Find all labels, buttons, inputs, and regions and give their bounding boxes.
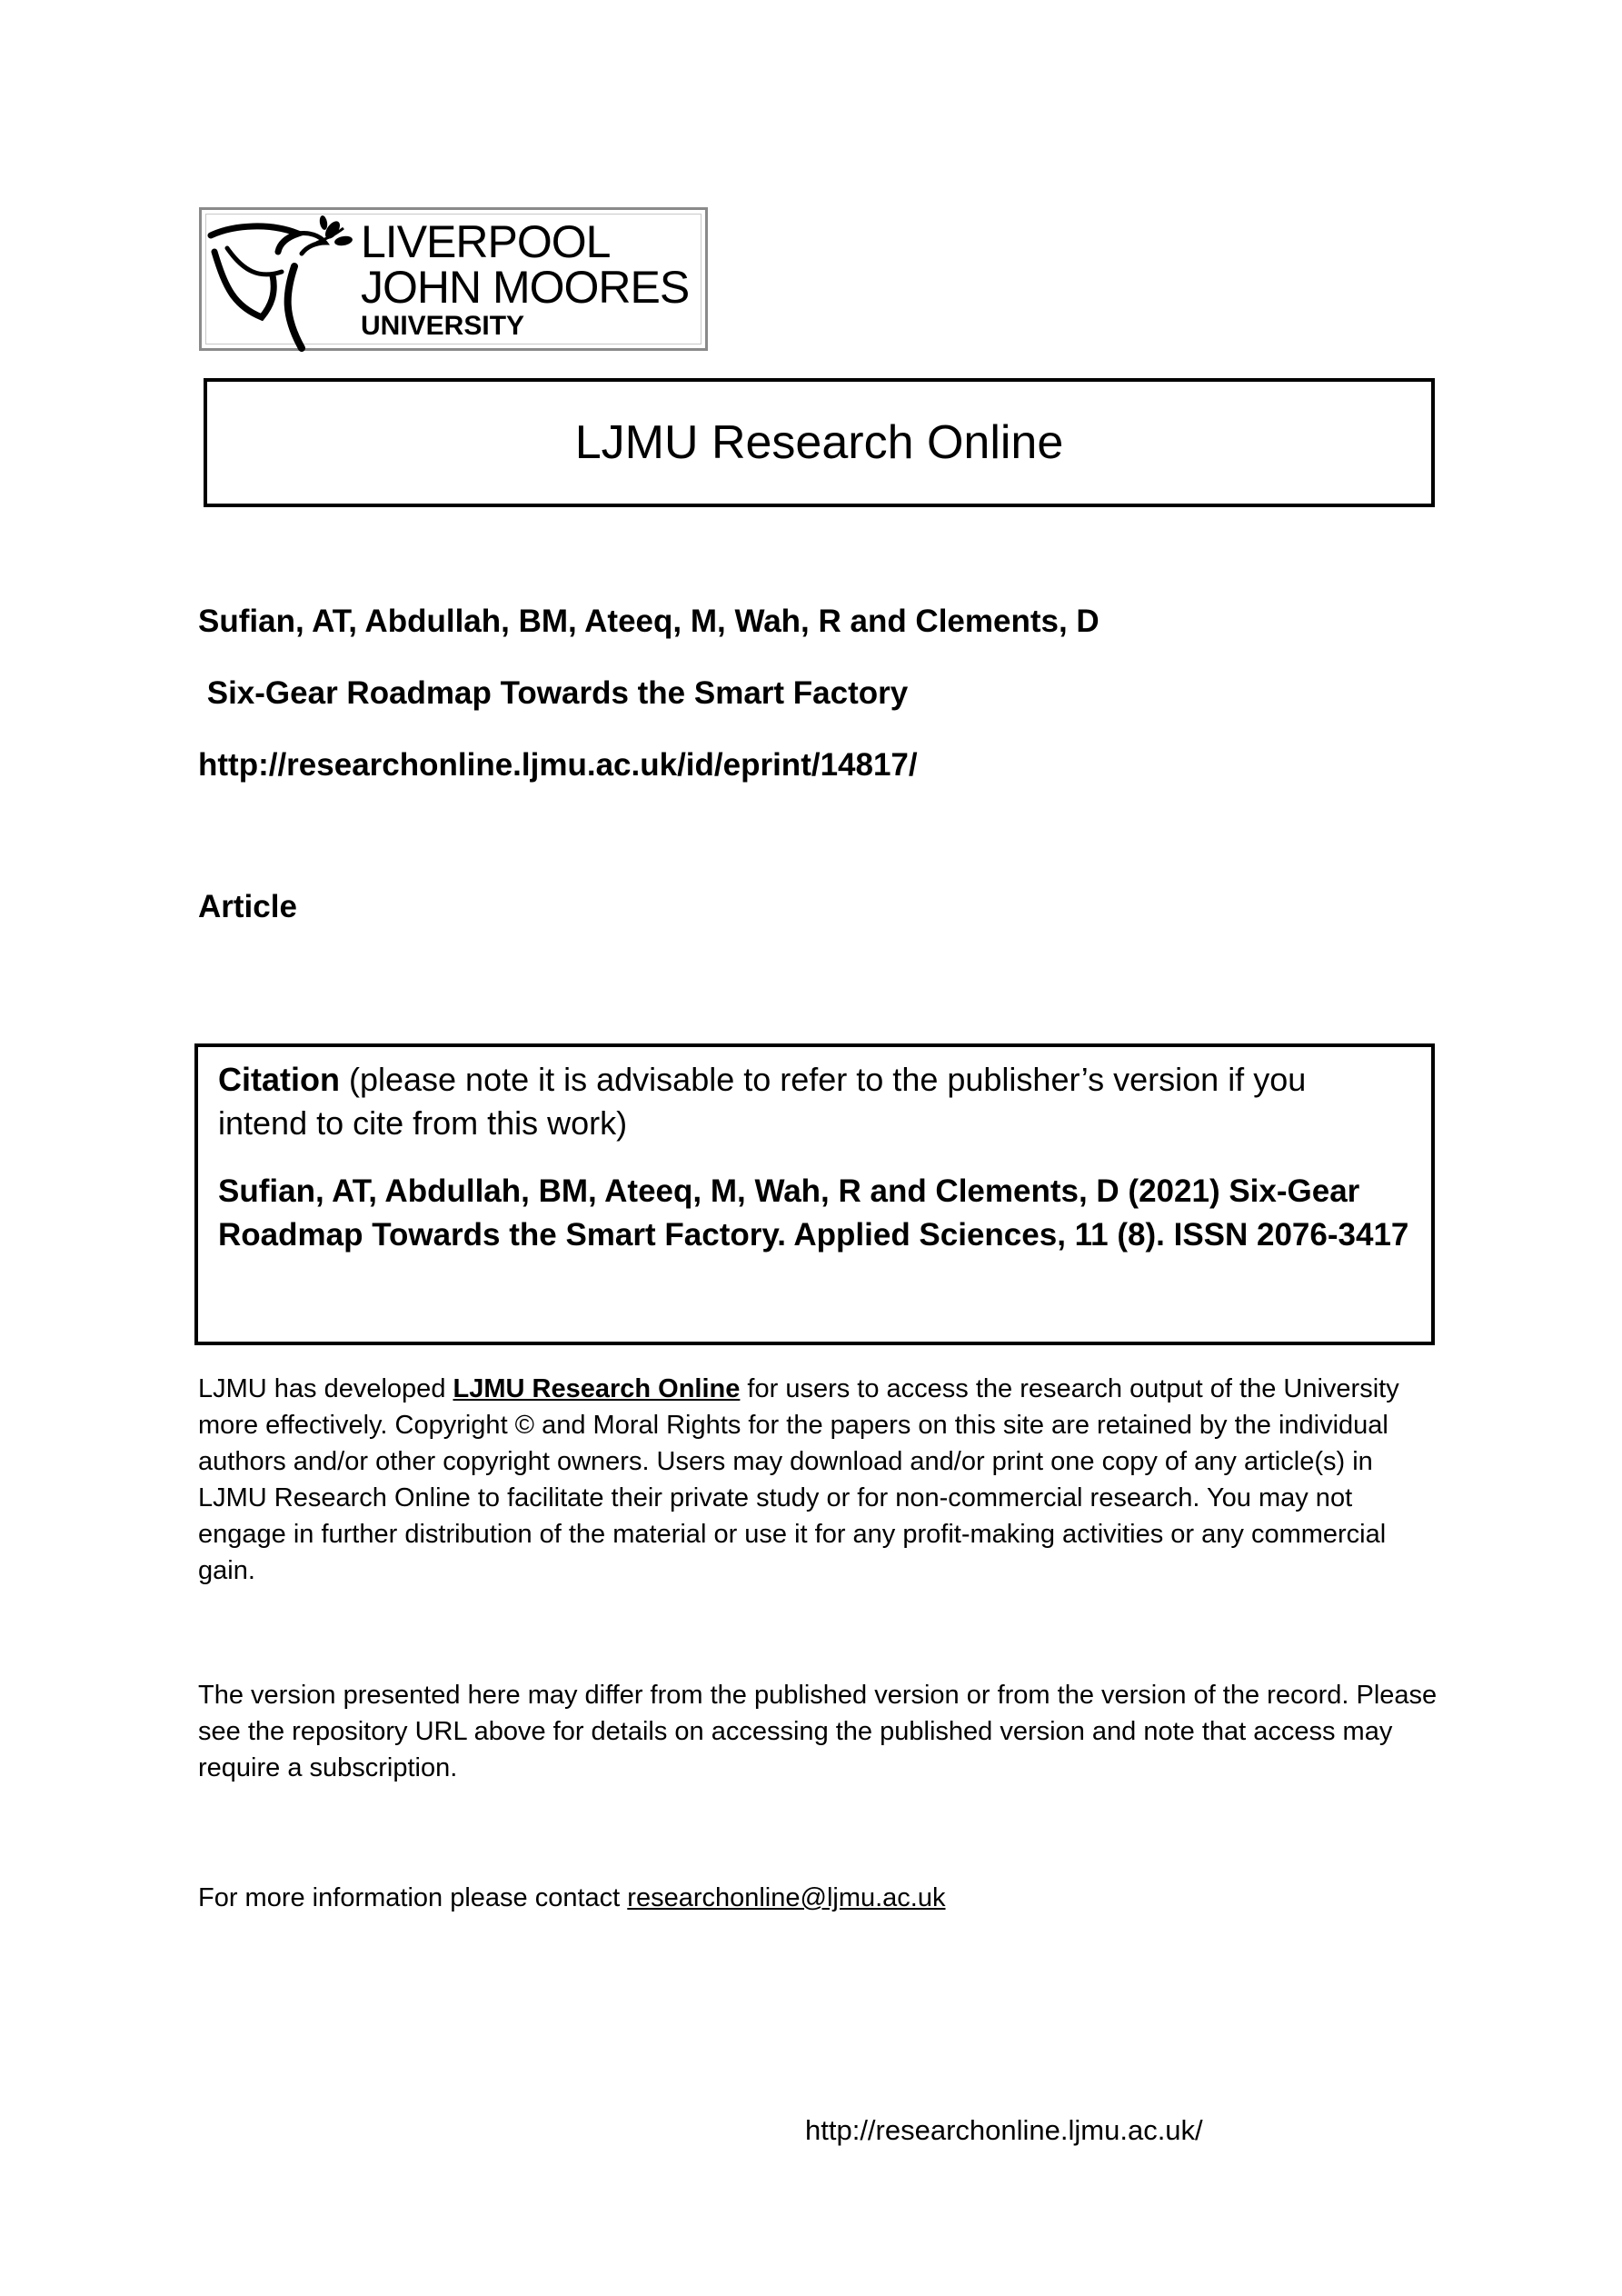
contact-line	[198, 1880, 1443, 1916]
citation-box	[194, 1043, 1435, 1345]
university-logo	[199, 207, 708, 351]
rights-prefix: LJMU has developed	[198, 1374, 453, 1403]
citation-reference: Sufian, AT, Abdullah, BM, Ateeq, M, Wah, R and Clements, D (2021) Six-Gear Roadmap Towards the Smart Factory. Applied Sciences, 11 (8). ISSN 2076-3417	[218, 1173, 1409, 1253]
logo-text-line3: UNIVERSITY	[361, 311, 525, 341]
repository-title: LJMU Research Online	[574, 416, 1064, 469]
citation-intro	[218, 1058, 1399, 1145]
record-type: Article	[198, 889, 297, 924]
contact-email-link[interactable]: researchonline@ljmu.ac.uk	[627, 1883, 946, 1912]
citation-note: (please note it is advisable to refer to the publisher’s version if you intend to cite from this work)	[218, 1061, 1307, 1142]
contact-prefix: For more information please contact	[198, 1883, 628, 1912]
rights-text: for users to access the research output of the University more effectively. Copyright © and Moral Rights for the papers on this site are retained by the individual authors and/or other copyright owners. Users may download and/or print one copy of any article(s) in LJMU Research Online to facilitate their private study or for non-commercial research. You may not engage in further distribution of the material or use it for any profit-making activities or any commercial gain.	[198, 1374, 1399, 1585]
record-url[interactable]: http://researchonline.ljmu.ac.uk/id/eprint/14817/	[198, 747, 918, 783]
record-authors: Sufian, AT, Abdullah, BM, Ateeq, M, Wah, R and Clements, D	[198, 604, 1100, 639]
liver-bird-icon	[207, 215, 353, 352]
record-title: Six-Gear Roadmap Towards the Smart Factory	[198, 675, 909, 711]
citation-label: Citation	[218, 1061, 340, 1098]
rights-paragraph	[198, 1371, 1443, 1589]
version-note: The version presented here may differ from the published version or from the version of the record. Please see the repository URL above for details on accessing the published version and note that access may require a subscription.	[198, 1681, 1438, 1782]
repository-banner	[204, 378, 1435, 507]
logo-text-line2: JOHN MOORES	[361, 262, 690, 313]
ljmu-research-online-link[interactable]: LJMU Research Online	[453, 1374, 741, 1403]
footer-url[interactable]: http://researchonline.ljmu.ac.uk/	[805, 2114, 1203, 2146]
logo-text-line1: LIVERPOOL	[361, 216, 611, 267]
